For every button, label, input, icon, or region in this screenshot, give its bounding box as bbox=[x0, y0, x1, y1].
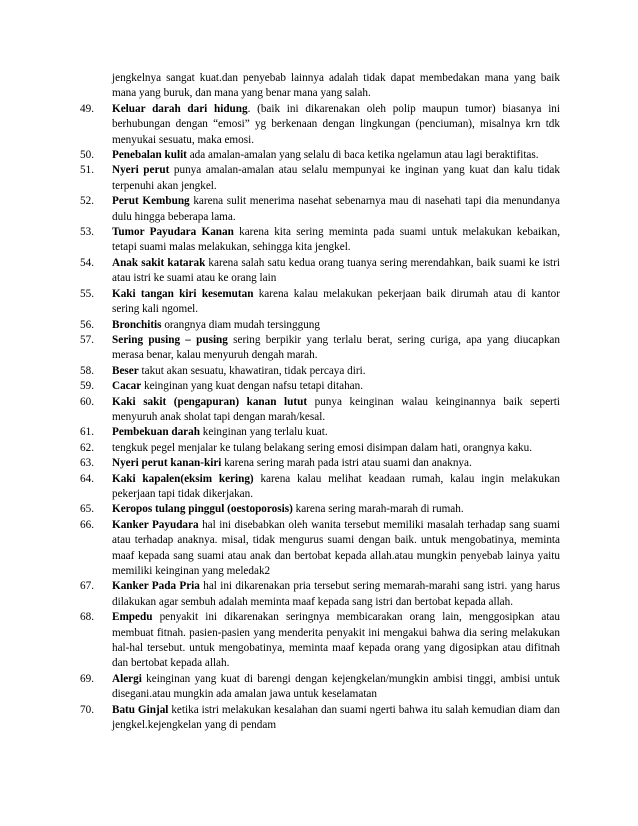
item-number: 64. bbox=[80, 472, 94, 485]
item-description: karena sulit menerima nasehat sebenarnya mau di nasehati tapi dia menundanya dulu hingga beberapa lama. bbox=[112, 195, 560, 223]
list-item bbox=[80, 256, 560, 287]
item-number: 49. bbox=[80, 102, 94, 115]
item-number: 60. bbox=[80, 395, 94, 408]
list-item bbox=[80, 672, 560, 703]
item-term: Kanker Payudara bbox=[112, 518, 199, 531]
item-description: hal ini disebabkan oleh wanita tersebut memiliki masalah terhadap sang suami atau terhadap anaknya. misal, tidak mengurus suami dengan baik. untuk mengobatinya, meminta maaf kepada sang suami atau anak dan bertobat kepada allah.atau mungkin penyebab lainya yaitu memiliki keinginan yang meledak2 bbox=[112, 518, 560, 577]
list-item bbox=[80, 163, 560, 194]
item-number: 56. bbox=[80, 318, 94, 331]
list-item bbox=[80, 579, 560, 610]
item-description: hal ini dikarenakan pria tersebut sering memarah-marahi sang istri. yang harus dilakukan agar sembuh adalah meminta maaf kepada sang istri dan bertobat kepada allah. bbox=[112, 580, 560, 608]
item-number: 62. bbox=[80, 441, 94, 454]
list-item bbox=[80, 194, 560, 225]
item-term: Penebalan kulit bbox=[112, 149, 187, 162]
list-item bbox=[80, 379, 560, 394]
numbered-list bbox=[80, 102, 560, 734]
item-term: Empedu bbox=[112, 611, 153, 624]
item-term: Cacar bbox=[112, 380, 142, 393]
item-description: punya amalan-amalan atau selalu mempunyai ke inginan yang kuat dan kalu tidak terpenuhi akan jengkel. bbox=[112, 164, 560, 192]
item-term: Kaki sakit (pengapuran) kanan lutut bbox=[112, 395, 308, 408]
item-description: keinginan yang kuat dengan nafsu tetapi ditahan. bbox=[141, 380, 364, 393]
item-description: ada amalan-amalan yang selalu di baca ketika ngelamun atau lagi beraktifitas. bbox=[186, 149, 539, 162]
list-item bbox=[80, 502, 560, 517]
list-item bbox=[80, 518, 560, 580]
item-term: Batu Ginjal bbox=[112, 703, 169, 716]
item-description: . (baik ini dikarenakan oleh polip maupun tumor) biasanya ini berhubungan dengan “emosi” yg berkenaan dengan lingkungan (penciuman), misalnya krn tdk menyukai sesuatu, maka emosi. bbox=[112, 102, 560, 146]
item-term: Perut Kembung bbox=[112, 195, 190, 208]
item-term: Nyeri perut bbox=[112, 164, 170, 177]
item-number: 55. bbox=[80, 287, 94, 300]
item-number: 68. bbox=[80, 611, 94, 624]
item-term: Kaki kapalen(eksim kering) bbox=[112, 472, 254, 485]
item-term: Tumor Payudara Kanan bbox=[112, 226, 234, 239]
item-description: takut akan sesuatu, khawatiran, tidak percaya diri. bbox=[138, 364, 366, 377]
list-item bbox=[80, 425, 560, 440]
item-number: 54. bbox=[80, 256, 94, 269]
item-number: 69. bbox=[80, 672, 94, 685]
list-item bbox=[80, 456, 560, 471]
item-term: Keropos tulang pinggul (oestoporosis) bbox=[112, 503, 293, 516]
item-term: Keluar darah dari hidung bbox=[112, 102, 248, 115]
item-description: ketika istri melakukan kesalahan dan suami ngerti bahwa itu salah kemudian diam dan jengkel.kejengkelan yang di pendam bbox=[112, 703, 560, 732]
item-number: 52. bbox=[80, 195, 94, 208]
item-description: karena sering marah-marah di rumah. bbox=[292, 503, 464, 516]
list-item bbox=[80, 318, 560, 333]
item-description: tengkuk pegel menjalar ke tulang belakang sering emosi disimpan dalam hati, orangnya kaku. bbox=[112, 441, 533, 454]
list-item bbox=[80, 703, 560, 734]
item-number: 58. bbox=[80, 364, 94, 377]
item-number: 65. bbox=[80, 503, 94, 516]
list-item bbox=[80, 472, 560, 503]
item-term: Kanker Pada Pria bbox=[112, 580, 200, 593]
item-number: 70. bbox=[80, 703, 94, 716]
item-number: 53. bbox=[80, 226, 94, 239]
list-item bbox=[80, 610, 560, 672]
item-term: Nyeri perut kanan-kiri bbox=[112, 457, 222, 470]
item-number: 66. bbox=[80, 518, 94, 531]
item-description: karena kalau melihat keadaan rumah, kalau ingin melakukan pekerjaan tapi tidak dikerjakan. bbox=[112, 472, 560, 500]
item-number: 50. bbox=[80, 149, 94, 162]
list-item bbox=[80, 364, 560, 379]
item-term: Sering pusing – pusing bbox=[112, 333, 228, 346]
item-term: Kaki tangan kiri kesemutan bbox=[112, 287, 254, 300]
item-description: sering berpikir yang terlalu berat, sering curiga, apa yang diucapkan merasa benar, kalau menyuruh dengah marah. bbox=[112, 333, 560, 362]
item-number: 59. bbox=[80, 380, 94, 393]
item-term: Pembekuan darah bbox=[112, 426, 200, 439]
item-description: karena salah satu kedua orang tuanya sering merendahkan, baik suami ke istri atau istri ke suami atau ke orang lain bbox=[112, 256, 560, 285]
item-number: 63. bbox=[80, 457, 94, 470]
item-number: 61. bbox=[80, 426, 94, 439]
list-item bbox=[80, 102, 560, 148]
item-term: Anak sakit katarak bbox=[112, 256, 206, 269]
item-description: orangnya diam mudah tersinggung bbox=[161, 318, 320, 331]
item-term: Alergi bbox=[112, 672, 142, 685]
item-number: 67. bbox=[80, 580, 94, 593]
list-item bbox=[80, 287, 560, 318]
list-item bbox=[80, 395, 560, 426]
list-item bbox=[80, 148, 560, 163]
item-description: keinginan yang kuat di barengi dengan kejengkelan/mungkin ambisi tinggi, ambisi untuk disegani.atau mungkin ada amalan jawa untuk keselamatan bbox=[112, 672, 560, 701]
item-number: 51. bbox=[80, 164, 94, 177]
document-body bbox=[80, 71, 560, 733]
list-item bbox=[80, 225, 560, 256]
item-description: karena kita sering meminta pada suami untuk melakukan kebaikan, tetapi suami malas melakukan, sehingga kita jengkel. bbox=[112, 226, 560, 254]
item-description: punya keinginan walau keinginannya baik seperti menyuruh anak sholat tapi dengan marah/kesal. bbox=[112, 395, 560, 423]
item-term: Beser bbox=[112, 364, 139, 377]
item-description: karena kalau melakukan pekerjaan baik dirumah atau di kantor sering kali ngomel. bbox=[112, 287, 560, 316]
item-description: keinginan yang terlalu kuat. bbox=[199, 426, 328, 439]
item-description: karena sering marah pada istri atau suami dan anaknya. bbox=[221, 457, 472, 470]
item-number: 57. bbox=[80, 333, 94, 346]
item-term: Bronchitis bbox=[112, 318, 162, 331]
item-description: penyakit ini dikarenakan seringnya membicarakan orang lain, menggosipkan atau membuat fitnah. pasien-pasien yang menderita penyakit ini mengakui bahwa dia sering melakukan hal-hal tersebut. untuk mengobatinya, meminta maaf kepada orang yang digosipkan atau difitnah dan bertobat kepada allah. bbox=[112, 611, 560, 670]
list-item bbox=[80, 441, 560, 456]
continuation-paragraph: jengkelnya sangat kuat.dan penyebab lainnya adalah tidak dapat membedakan mana yang baik mana yang buruk, dan mana yang benar mana yang salah. bbox=[112, 72, 560, 100]
list-item bbox=[80, 333, 560, 364]
